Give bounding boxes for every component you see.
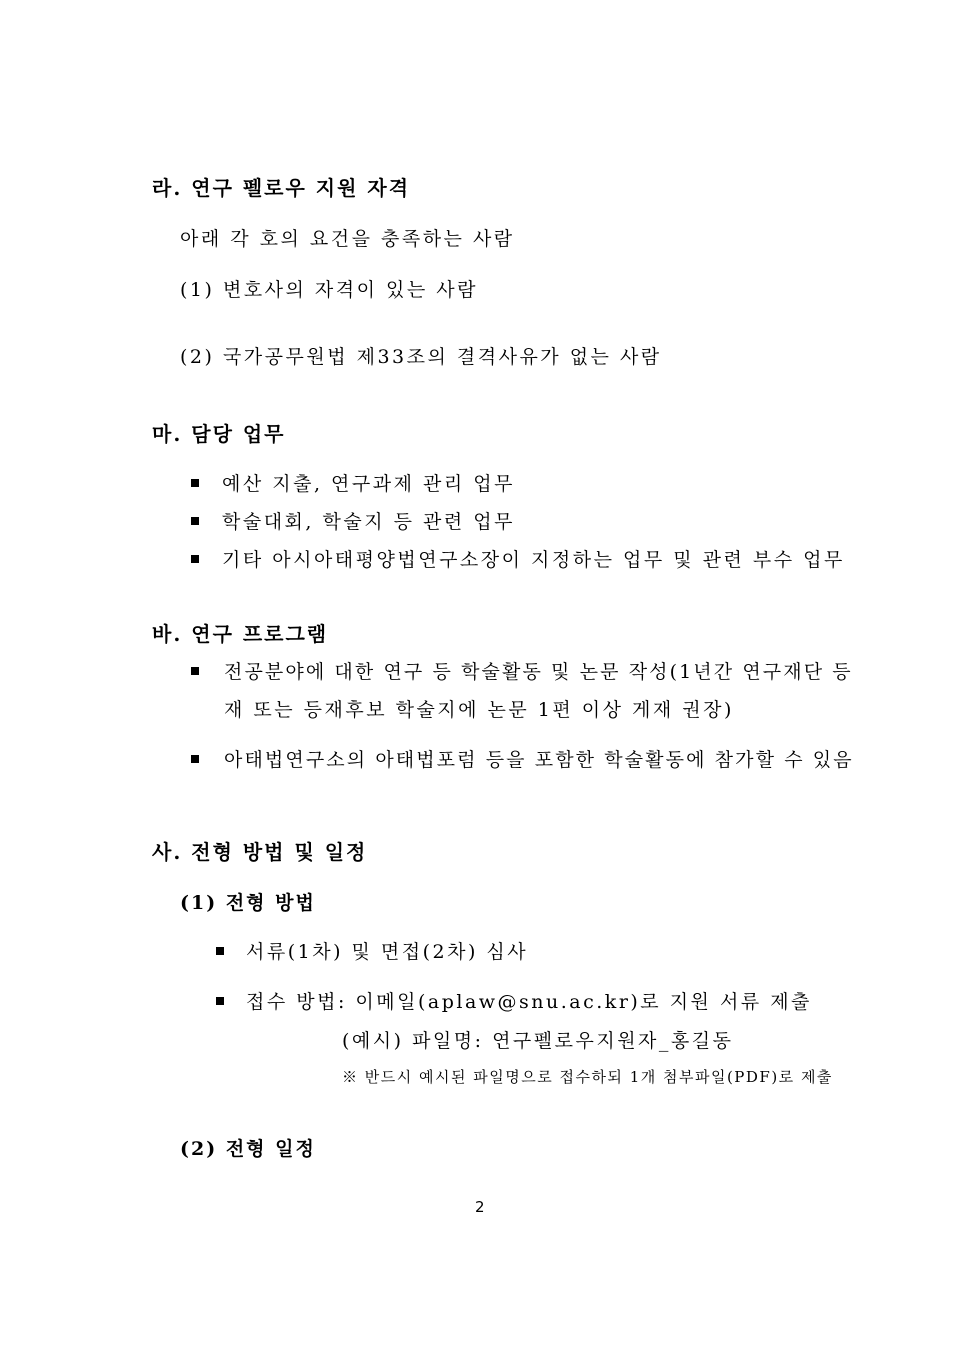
section-ra-heading: 라. 연구 펠로우 지원 자격 (152, 176, 411, 200)
section-ra-item-1: (1) 변호사의 자격이 있는 사람 (180, 279, 478, 301)
bullet-square-icon (191, 755, 199, 763)
section-sa-heading: 사. 전형 방법 및 일정 (152, 840, 368, 864)
section-sa-sub1-heading: (1) 전형 방법 (180, 892, 316, 914)
page-number: 2 (475, 1198, 485, 1216)
bullet-square-icon (216, 947, 224, 955)
bullet-square-icon (191, 479, 199, 487)
bullet-square-icon (216, 997, 224, 1005)
section-ba-bullet-1-line-2: 재 또는 등재후보 학술지에 논문 1편 이상 게재 권장) (224, 699, 734, 721)
section-sa-sub1-bullet-2: 접수 방법: 이메일(aplaw@snu.ac.kr)로 지원 서류 제출 (246, 991, 812, 1013)
section-ba-heading: 바. 연구 프로그램 (152, 622, 329, 646)
bullet-square-icon (191, 667, 199, 675)
section-sa-sub1-example: (예시) 파일명: 연구펠로우지원자_홍길동 (342, 1030, 734, 1052)
section-ra-intro: 아래 각 호의 요건을 충족하는 사람 (180, 228, 515, 250)
section-ma-heading: 마. 담당 업무 (152, 422, 286, 446)
bullet-square-icon (191, 555, 199, 563)
section-ma-bullet-1: 예산 지출, 연구과제 관리 업무 (222, 473, 515, 495)
section-sa-sub2-heading: (2) 전형 일정 (180, 1138, 316, 1160)
section-ma-bullet-3: 기타 아시아태평양법연구소장이 지정하는 업무 및 관련 부수 업무 (222, 549, 845, 571)
section-ra-item-2: (2) 국가공무원법 제33조의 결격사유가 없는 사람 (180, 346, 662, 368)
section-sa-sub1-bullet-1: 서류(1차) 및 면접(2차) 심사 (246, 941, 529, 963)
section-sa-sub1-note: ※ 반드시 예시된 파일명으로 접수하되 1개 첨부파일(PDF)로 제출 (342, 1068, 833, 1086)
section-ba-bullet-2: 아태법연구소의 아태법포럼 등을 포함한 학술활동에 참가할 수 있음 (224, 749, 854, 771)
section-ma-bullet-2: 학술대회, 학술지 등 관련 업무 (222, 511, 515, 533)
bullet-square-icon (191, 517, 199, 525)
section-ba-bullet-1-line-1: 전공분야에 대한 연구 등 학술활동 및 논문 작성(1년간 연구재단 등 (224, 661, 853, 683)
